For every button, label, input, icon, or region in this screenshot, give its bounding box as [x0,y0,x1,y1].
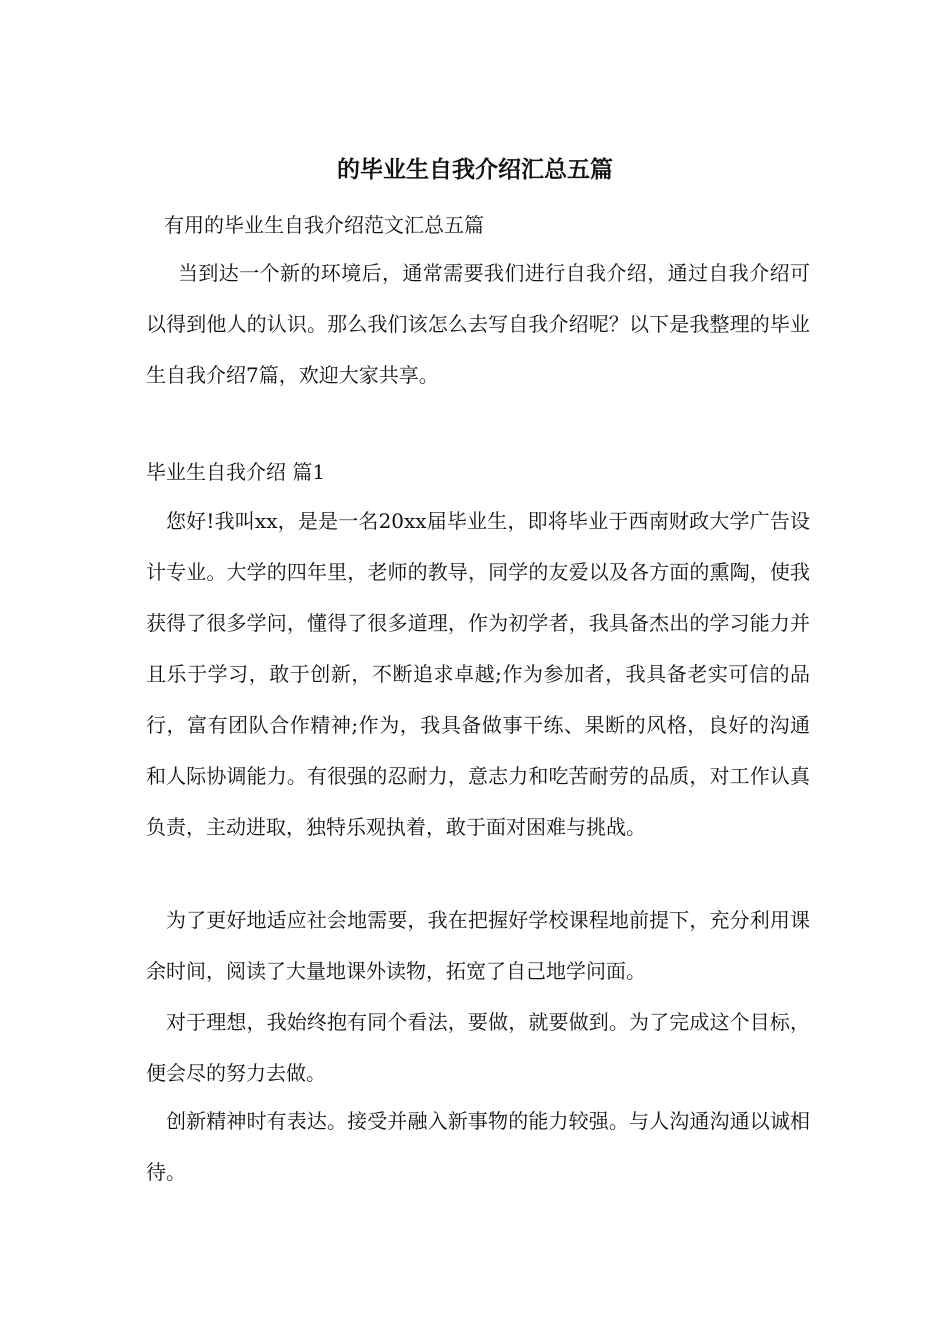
document-subtitle: 有用的毕业生自我介绍范文汇总五篇 [164,213,484,237]
body-paragraph: 为了更好地适应社会地需要，我在把握好学校课程地前提下，充分利用课余时间，阅读了大量地课外读物，拓宽了自己地学问面。 [146,908,810,983]
body-paragraph: 对于理想，我始终抱有同个看法，要做，就要做到。为了完成这个目标，便会尽的努力去做。 [146,1010,810,1085]
document-title: 的毕业生自我介绍汇总五篇 [337,156,613,183]
intro-paragraph: 当到达一个新的环境后，通常需要我们进行自我介绍，通过自我介绍可以得到他人的认识。那么我们该怎么去写自我介绍呢？以下是我整理的毕业生自我介绍7篇，欢迎大家共享。 [146,261,810,387]
body-paragraph: 创新精神时有表达。接受并融入新事物的能力较强。与人沟通沟通以诚相待。 [146,1109,810,1184]
section-heading: 毕业生自我介绍 篇1 [146,460,326,484]
body-paragraph: 您好!我叫xx，是是一名20xx届毕业生，即将毕业于西南财政大学广告设计专业。大学的四年里，老师的教导，同学的友爱以及各方面的熏陶，使我获得了很多学问，懂得了很多道理，作为初学者，我具备杰出的学习能力并且乐于学习，敢于创新，不断追求卓越;作为参加者，我具备老实可信的品行，富有团队合作精神;作为，我具备做事干练、果断的风格，良好的沟通和人际协调能力。有很强的忍耐力，意志力和吃苦耐劳的品质，对工作认真负责，主动进取，独特乐观执着，敢于面对困难与挑战。 [146,509,810,839]
